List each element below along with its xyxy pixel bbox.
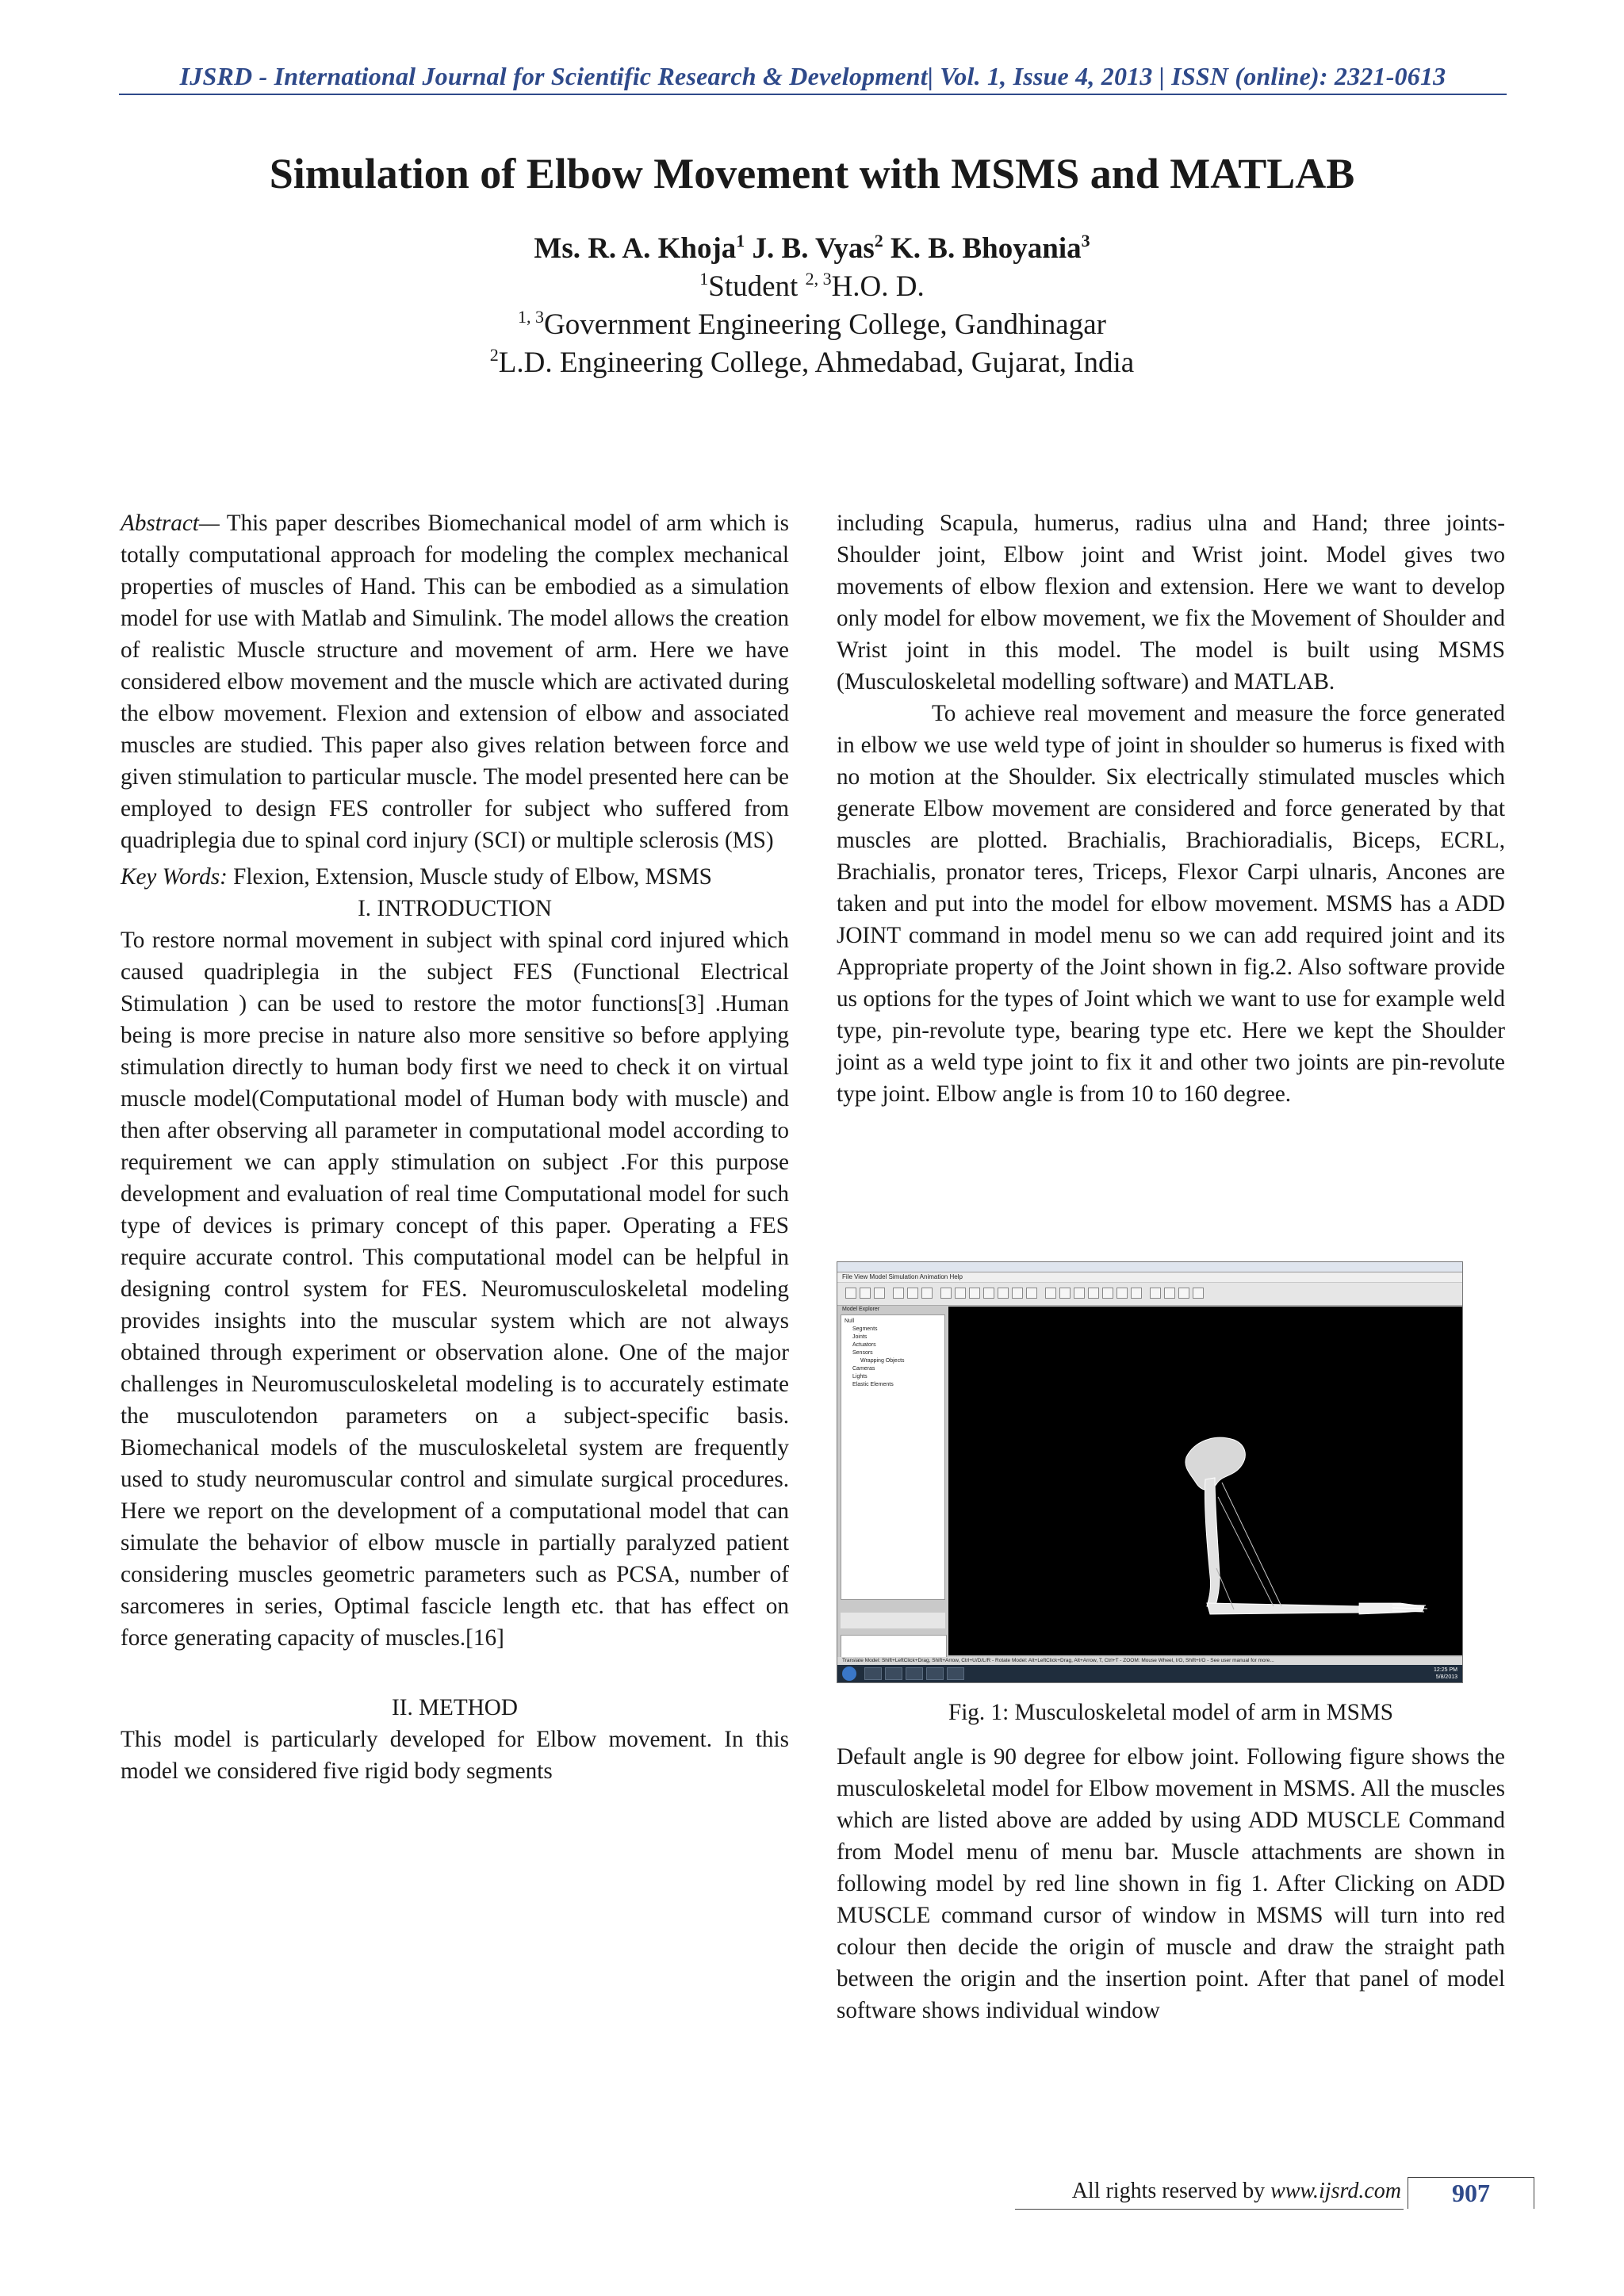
right-column — [837, 507, 1505, 1110]
explorer-tabs — [841, 1613, 945, 1628]
role-1: Student — [708, 270, 799, 303]
tree-item-wrapping-objects: Wrapping Objects — [860, 1358, 905, 1364]
toolbar-axes-icon — [1131, 1288, 1142, 1299]
taskbar-ie-icon — [864, 1667, 882, 1680]
affiliation-1-sup: 1, 3 — [518, 307, 545, 327]
toolbar-new-icon — [845, 1288, 856, 1299]
toolbar-fit-icon — [1074, 1288, 1085, 1299]
toolbar-save-icon — [874, 1288, 885, 1299]
author-block — [0, 230, 1624, 382]
role-1-sup: 1 — [699, 269, 709, 289]
toolbar-muscle-icon — [983, 1288, 994, 1299]
taskbar-media-icon — [906, 1667, 923, 1680]
method-heading: II. METHOD — [392, 1695, 518, 1720]
taskbar-explorer-icon — [885, 1667, 902, 1680]
figure-taskbar — [837, 1665, 1462, 1682]
toolbar-camera-icon — [1012, 1288, 1023, 1299]
tree-item-joints: Joints — [852, 1334, 868, 1340]
page-number: 907 — [1452, 2179, 1490, 2207]
right-column-lower — [837, 1741, 1505, 2026]
introduction-text: To restore normal movement in subject with spinal cord injured which caused quadriplegia in the subject FES (Functional Electrical Stimulation ) can be used to restore the motor functions[3] .Human being is more precise in nature also more sensitive so before applying stimulation directly to human body first we need to check it on virtual muscle model(Computational model of Human body with muscle) and then after observing all parameter in computational model according to requirement we can apply stimulation on subject .For this purpose development and evaluation of real time Computational model for such type of devices is primary concept of this paper. Operating a FES require accurate control. This computational model can be helpful in designing control system for FES. Neuromusculoskeletal modeling provides insights into the muscular system which are not always obtained through experiment or observation alone. One of the major challenges in Neuromusculoskeletal modeling is to accurately estimate the musculotendon parameters on a subject-specific basis. Biomechanical models of the musculoskeletal system are frequently used to study neuromuscular control and simulate surgical procedures. Here we report on the development of a computational model that can simulate the behavior of elbow muscle in partially paralyzed patient considering muscles geometric parameters such as PCSA, number of sarcomeres in series, Optimal fascicle length etc. that has effect on force generating capacity of muscles.[16] — [121, 928, 789, 1651]
footer-rights-text: All rights reserved by — [1071, 2179, 1271, 2203]
toolbar-pan-icon — [1102, 1288, 1113, 1299]
scapula-shape — [1185, 1437, 1245, 1490]
method-text: This model is particularly developed for Elbow movement. In this model we considered five rigid body segments — [121, 1727, 789, 1784]
taskbar-clock-time: 12:25 PM — [1434, 1667, 1457, 1673]
toolbar-segment-icon — [955, 1288, 966, 1299]
tree-item-sensors: Sensors — [852, 1350, 873, 1356]
toolbar-zoom-out-icon — [1059, 1288, 1071, 1299]
role-2: H.O. D. — [831, 270, 925, 303]
figure-menubar: File View Model Simulation Animation Help — [837, 1272, 1462, 1282]
author-roles — [0, 268, 1624, 306]
windows-start-icon — [842, 1667, 856, 1681]
toolbar-open-icon — [860, 1288, 871, 1299]
author-1-sup: 1 — [736, 231, 745, 251]
role-2-sup: 2, 3 — [805, 269, 832, 289]
toolbar-play-icon — [1150, 1288, 1161, 1299]
toolbar-zoom-in-icon — [1045, 1288, 1056, 1299]
taskbar-matlab-icon — [926, 1667, 944, 1680]
abstract-label: Abstract— — [121, 511, 220, 536]
muscle-line-2 — [1218, 1497, 1274, 1606]
author-3: K. B. Bhoyania — [891, 232, 1082, 265]
toolbar-settings-icon — [1193, 1288, 1204, 1299]
toolbar-stop-icon — [1164, 1288, 1175, 1299]
forearm-shape — [1207, 1603, 1361, 1614]
toolbar-record-icon — [1178, 1288, 1189, 1299]
abstract-text: This paper describes Biomechanical model of arm which is totally computational approach for modeling the complex mechanical properties of muscles of Hand. This can be embodied as a simulation model for use with Matlab and Simulink. The model allows the creation of realistic Muscle structure and movement of arm. Here we have considered elbow movement and the muscle which are activated during the elbow movement. Flexion and extension of elbow and associated muscles are studied. This paper also gives relation between force and given stimulation to particular muscle. The model presented here can be employed to design FES controller for subject who suffered from quadriplegia due to spinal cord injury (SCI) or multiple sclerosis (MS) — [121, 511, 789, 853]
journal-header: IJSRD - International Journal for Scientific Research & Development| Vol. 1, Issue 4, 2013 | ISSN (online): 2321-0613 — [179, 62, 1446, 90]
keywords-label: Key Words: — [121, 864, 228, 890]
author-2-sup: 2 — [874, 231, 883, 251]
tree-root: Null — [845, 1318, 855, 1324]
toolbar-copy-icon — [907, 1288, 918, 1299]
footer-url[interactable]: www.ijsrd.com — [1270, 2179, 1401, 2203]
left-column — [121, 507, 789, 1787]
author-3-sup: 3 — [1081, 231, 1090, 251]
tree-item-elastic-elements: Elastic Elements — [852, 1382, 894, 1387]
figure-window-titlebar — [837, 1262, 1462, 1272]
affiliation-2-text: L.D. Engineering College, Ahmedabad, Gujarat, India — [498, 346, 1135, 379]
toolbar-cursor-icon — [940, 1288, 952, 1299]
toolbar-sensor-icon — [998, 1288, 1009, 1299]
right-paragraph-2: To achieve real movement and measure the force generated in elbow we use weld type of joint in shoulder so humerus is fixed with no motion at the Shoulder. Six electrically stimulated muscles which generate Elbow movement are considered and force generated by that muscles are plotted. Brachialis, Brachioradialis, Biceps, ECRL, Brachialis, pronator teres, Triceps, Flexor Carpi ulnaris, Ancones are taken and put into the model for elbow movement. MSMS has a ADD JOINT command in model menu so we can add required joint and its Appropriate property of the Joint shown in fig.2. Also software provide us options for the types of Joint which we want to use for example weld type, pin-revolute type, bearing type etc. Here we kept the Shoulder joint as a weld type joint to fix it and other two joints are pin-revolute type joint. Elbow angle is from 10 to 160 degree. — [837, 701, 1505, 1107]
toolbar-paste-icon — [921, 1288, 933, 1299]
keywords — [121, 861, 789, 893]
figure-toolbar — [837, 1283, 1462, 1306]
right-paragraph-3: Default angle is 90 degree for elbow joint. Following figure shows the musculoskeletal model for Elbow movement in MSMS. All the muscles which are listed above are added by using ADD MUSCLE Command from Model menu of menu bar. Muscle attachments are shown in following model by red line shown in fig 1. After Clicking on ADD MUSCLE command cursor of window in MSMS will turn into red colour then decide the origin of muscle and draw the straight path between the origin and the insertion point. After that panel of model software shows individual window — [837, 1744, 1505, 2023]
author-1: Ms. R. A. Khoja — [534, 232, 737, 265]
affiliation-1-text: Government Engineering College, Gandhinagar — [544, 308, 1106, 341]
toolbar-grid-icon — [1116, 1288, 1128, 1299]
model-explorer-tree — [841, 1314, 945, 1600]
author-2: J. B. Vyas — [752, 232, 875, 265]
humerus-shape — [1205, 1478, 1220, 1608]
introduction-heading: I. INTRODUCTION — [358, 896, 552, 921]
affiliation-1 — [0, 306, 1624, 344]
toolbar-joint-icon — [969, 1288, 980, 1299]
toolbar-cut-icon — [893, 1288, 904, 1299]
taskbar-clock — [1434, 1667, 1457, 1681]
author-names — [0, 230, 1624, 268]
footer-rights — [1031, 2179, 1401, 2204]
tree-item-actuators: Actuators — [852, 1342, 876, 1348]
toolbar-rotate-icon — [1088, 1288, 1099, 1299]
3d-viewport — [948, 1307, 1462, 1655]
affiliation-2-sup: 2 — [489, 345, 499, 365]
tree-item-lights: Lights — [852, 1374, 868, 1380]
tree-item-segments: Segments — [852, 1326, 878, 1332]
keywords-text: Flexion, Extension, Muscle study of Elbow, MSMS — [227, 864, 712, 890]
footer-rule — [1015, 2209, 1404, 2210]
figure-statusbar: Translate Model: Shift+LeftClick+Drag, Shift+Arrow, Ctrl+U/D/L/R - Rotate Model: Alt+LeftClick+Drag, Alt+Arrow, T, Ctrl+T - ZOOM: Mouse Wheel, I/O, Shift+I/O - See user manual for more... — [837, 1657, 1462, 1665]
muscle-line-1 — [1222, 1483, 1281, 1606]
tree-item-cameras: Cameras — [852, 1366, 875, 1372]
abstract — [121, 507, 789, 856]
arm-model-render — [948, 1307, 1462, 1655]
figure-caption: Fig. 1: Musculoskeletal model of arm in MSMS — [948, 1700, 1394, 1725]
model-explorer-label: Model Explorer — [842, 1307, 880, 1312]
paper-title: Simulation of Elbow Movement with MSMS and MATLAB — [269, 150, 1355, 197]
right-paragraph-1: including Scapula, humerus, radius ulna and Hand; three joints-Shoulder joint, Elbow joint and Wrist joint. Model gives two movements of elbow flexion and extension. Here we want to develop only model for elbow movement, we fix the Movement of Shoulder and Wrist joint in this model. The model is built using MSMS (Musculoskeletal modelling software) and MATLAB. — [837, 511, 1505, 695]
affiliation-2 — [0, 344, 1624, 382]
toolbar-light-icon — [1026, 1288, 1037, 1299]
taskbar-msms-icon — [947, 1667, 964, 1680]
figure-msms-screenshot — [837, 1261, 1463, 1683]
header-rule — [119, 94, 1507, 95]
taskbar-clock-date: 5/8/2013 — [1435, 1674, 1457, 1680]
